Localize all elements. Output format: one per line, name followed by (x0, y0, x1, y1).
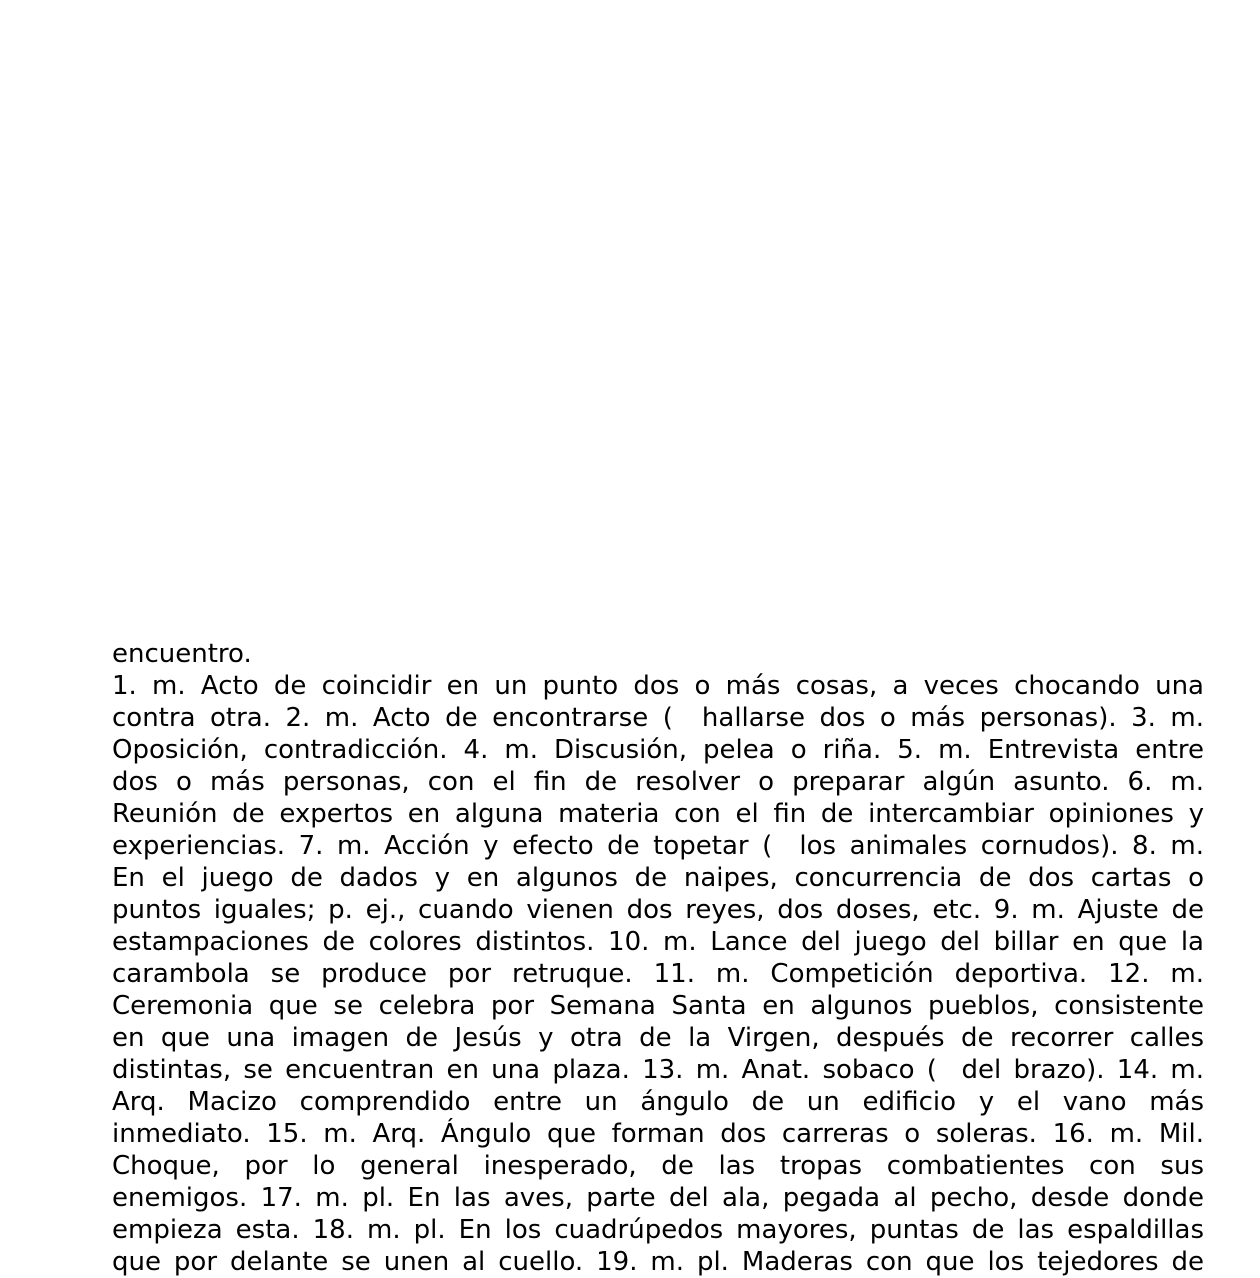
definition-line: empieza esta. 18. m. pl. En los cuadrúpedos mayores, puntas de las espaldillas (112, 1215, 1204, 1245)
definition-line: que por delante se unen al cuello. 19. m. pl. Maderas con que los tejedores de (112, 1247, 1204, 1277)
definition-line: Oposición, contradicción. 4. m. Discusión, pelea o riña. 5. m. Entrevista entre (112, 735, 1204, 765)
definition-line: Arq. Macizo comprendido entre un ángulo de un edificio y el vano más (112, 1087, 1204, 1117)
definition-line: enemigos. 17. m. pl. En las aves, parte del ala, pegada al pecho, desde donde (112, 1183, 1204, 1213)
definition-line: contra otra. 2. m. Acto de encontrarse ( hallarse dos o más personas). 3. m. (112, 703, 1204, 733)
definition-line: distintas, se encuentran en una plaza. 13. m. Anat. sobaco ( del brazo). 14. m. (112, 1055, 1204, 1085)
definition-line: en que una imagen de Jesús y otra de la Virgen, después de recorrer calles (112, 1023, 1204, 1053)
definition-line: En el juego de dados y en algunos de naipes, concurrencia de dos cartas o (112, 863, 1204, 893)
definition-line: dos o más personas, con el fin de resolver o preparar algún asunto. 6. m. (112, 767, 1204, 797)
definition-line: 1. m. Acto de coincidir en un punto dos o más cosas, a veces chocando una (112, 671, 1204, 701)
definition-line: inmediato. 15. m. Arq. Ángulo que forman dos carreras o soleras. 16. m. Mil. (112, 1119, 1204, 1149)
dictionary-entry (112, 638, 1204, 1278)
definition-line: Reunión de expertos en alguna materia con el fin de intercambiar opiniones y (112, 799, 1204, 829)
definition-line: estampaciones de colores distintos. 10. m. Lance del juego del billar en que la (112, 927, 1204, 957)
definition-line: puntos iguales; p. ej., cuando vienen dos reyes, dos doses, etc. 9. m. Ajuste de (112, 895, 1204, 925)
definition-line: Ceremonia que se celebra por Semana Santa en algunos pueblos, consistente (112, 991, 1204, 1021)
definition-line: Choque, por lo general inesperado, de las tropas combatientes con sus (112, 1151, 1204, 1181)
definition-line: carambola se produce por retruque. 11. m. Competición deportiva. 12. m. (112, 959, 1204, 989)
entry-headword: encuentro. (112, 639, 252, 669)
definition-line: experiencias. 7. m. Acción y efecto de topetar ( los animales cornudos). 8. m. (112, 831, 1204, 861)
